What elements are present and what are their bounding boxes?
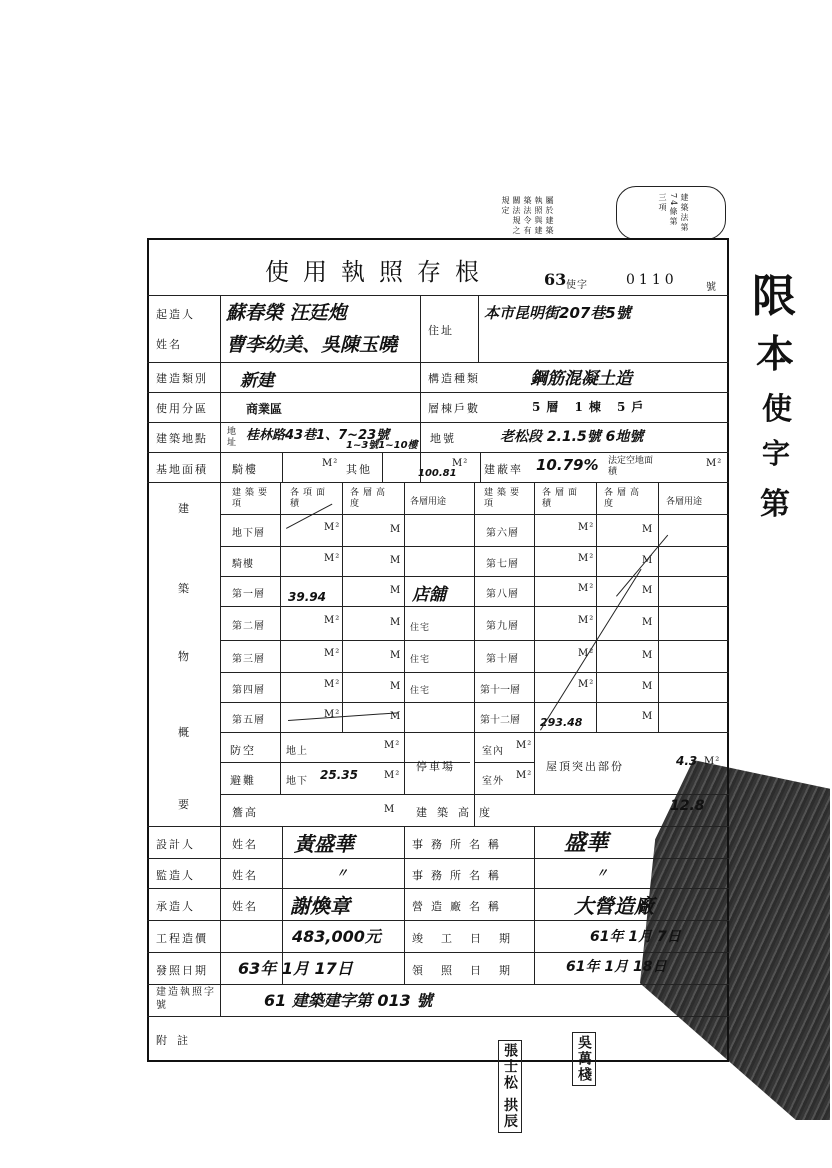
col-head-4: 各層用途 bbox=[410, 497, 447, 507]
designer-name: 黃盛華 bbox=[294, 832, 354, 856]
receive-label: 領照日期 bbox=[412, 964, 528, 977]
unit-height: M bbox=[642, 524, 654, 535]
row-right-name: 第七層 bbox=[486, 559, 519, 570]
seal-text: 建築法第74條第三項 bbox=[658, 193, 689, 233]
row-right-name: 第六層 bbox=[486, 528, 519, 539]
contractor-firm-label: 營造廠名稱 bbox=[412, 900, 507, 913]
license-char: 使字 bbox=[566, 280, 588, 291]
eaves-unit: M bbox=[384, 804, 396, 815]
form-title: 使用執照存根 bbox=[265, 258, 493, 286]
unit-height: M bbox=[390, 711, 402, 722]
row-left-name: 第二層 bbox=[232, 621, 265, 632]
col-head-8: 各層用途 bbox=[666, 497, 703, 507]
row-right-name: 第八層 bbox=[486, 589, 519, 600]
cost-value: 483,000元 bbox=[292, 927, 381, 946]
structure-label: 構造種類 bbox=[428, 372, 480, 385]
ratio-value: 10.79% bbox=[536, 456, 599, 474]
total-area: 293.48 bbox=[540, 716, 583, 729]
unit-area: M² bbox=[324, 648, 341, 659]
unit-area: M² bbox=[578, 679, 595, 690]
roof-unit: M² bbox=[704, 756, 721, 767]
margin-char-5: 第 bbox=[760, 487, 790, 522]
row-left-name: 第一層 bbox=[232, 589, 265, 600]
col-head-2: 各項面積 bbox=[290, 488, 330, 509]
site-addr-2: 1~3號1~10樓 bbox=[346, 440, 418, 451]
unit-height: M bbox=[642, 711, 654, 722]
parking-label: 停車場 bbox=[416, 760, 455, 773]
second-floor-use: 住宅 bbox=[410, 623, 431, 633]
designer-office-label: 事務所名稱 bbox=[412, 838, 507, 851]
roof-value: 4.3 bbox=[676, 754, 698, 768]
owner-name-label: 姓名 bbox=[156, 338, 182, 351]
license-number: 0110 bbox=[626, 272, 678, 288]
margin-char-1: 限 bbox=[752, 271, 796, 322]
unit-area: M² bbox=[578, 648, 595, 659]
unit-height: M bbox=[390, 617, 402, 628]
bldg-height-value: 12.8 bbox=[670, 798, 705, 814]
row-left-name: 第五層 bbox=[232, 715, 265, 726]
unit-height: M bbox=[642, 555, 654, 566]
unit-height: M bbox=[390, 585, 402, 596]
arcade-unit: M² bbox=[322, 458, 339, 469]
unit-area: M² bbox=[578, 583, 595, 594]
license-suffix: 號 bbox=[706, 282, 717, 293]
unit-area: M² bbox=[578, 615, 595, 626]
area-label: 基地面積 bbox=[156, 463, 208, 476]
unit-area: M² bbox=[324, 679, 341, 690]
category-value: 新建 bbox=[240, 371, 274, 391]
contractor-label: 承造人 bbox=[156, 900, 195, 913]
above-ground-unit: M² bbox=[384, 740, 401, 751]
lot-label: 地號 bbox=[430, 432, 456, 445]
parking-outdoor: 室外 bbox=[482, 776, 504, 787]
site-prefix: 地址 bbox=[225, 426, 235, 448]
parking-outdoor-unit: M² bbox=[516, 770, 533, 781]
row-left-name: 第四層 bbox=[232, 685, 265, 696]
owner-names-1: 蘇春榮 汪廷炮 bbox=[226, 302, 347, 324]
unit-height: M bbox=[390, 681, 402, 692]
site-addr-1: 桂林路43巷1、7~23號 bbox=[246, 428, 390, 443]
row-left-name: 第三層 bbox=[232, 654, 265, 665]
bldg-side-4: 概 bbox=[178, 726, 191, 739]
other-value: 100.81 bbox=[418, 468, 457, 479]
bldg-side-1: 建 bbox=[178, 502, 191, 515]
row-right-name: 第十一層 bbox=[480, 685, 520, 696]
row-left-name: 騎樓 bbox=[232, 559, 254, 570]
margin-char-3: 使 bbox=[762, 392, 792, 427]
col-head-5: 建築要項 bbox=[484, 488, 524, 509]
parking-indoor-unit: M² bbox=[516, 740, 533, 751]
unit-area: M² bbox=[578, 522, 595, 533]
below-ground-unit: M² bbox=[384, 770, 401, 781]
address-label: 住址 bbox=[428, 324, 454, 337]
lot-value: 老松段 2.1.5號 6地號 bbox=[500, 429, 644, 445]
bldg-side-3: 物 bbox=[178, 650, 191, 663]
side-note: 屬於建築執照與建築法令有關法規之規定 bbox=[501, 196, 554, 236]
unit-height: M bbox=[642, 617, 654, 628]
unit-height: M bbox=[642, 681, 654, 692]
floors-label: 層棟戶數 bbox=[428, 402, 480, 415]
designer-label: 設計人 bbox=[156, 838, 195, 851]
fourth-floor-use: 住宅 bbox=[410, 686, 431, 696]
stamp-1: 張士松 拱辰 bbox=[498, 1040, 522, 1133]
col-head-6: 各層面積 bbox=[542, 488, 582, 509]
completion-label: 竣工日期 bbox=[412, 932, 528, 945]
supervisor-name: 〃 bbox=[336, 866, 349, 880]
supervisor-office: 〃 bbox=[596, 866, 609, 880]
designer-name-label: 姓名 bbox=[232, 838, 258, 851]
row-right-name: 第十層 bbox=[486, 654, 519, 665]
other-label: 其他 bbox=[346, 463, 372, 476]
unit-area: M² bbox=[324, 522, 341, 533]
unit-area: M² bbox=[324, 709, 341, 720]
site-label: 建築地點 bbox=[156, 432, 208, 445]
row-right-name: 第十二層 bbox=[480, 715, 520, 726]
row-right-name: 第九層 bbox=[486, 621, 519, 632]
other-unit: M² bbox=[452, 458, 469, 469]
unit-height: M bbox=[390, 650, 402, 661]
open-space-unit: M² bbox=[706, 458, 723, 469]
first-floor-area: 39.94 bbox=[288, 590, 326, 604]
unit-height: M bbox=[390, 524, 402, 535]
bldg-height-label: 建築高度 bbox=[416, 806, 500, 819]
open-space-label: 法定空地面積 bbox=[608, 456, 654, 477]
first-floor-use: 店舖 bbox=[412, 585, 446, 605]
permit-label: 建造執照字號 bbox=[156, 987, 216, 1011]
unit-height: M bbox=[642, 585, 654, 596]
zone-value: 商業區 bbox=[246, 402, 283, 416]
category-label: 建造類別 bbox=[156, 372, 208, 385]
structure-value: 鋼筋混凝土造 bbox=[530, 369, 632, 389]
third-floor-use: 住宅 bbox=[410, 655, 431, 665]
issue-label: 發照日期 bbox=[156, 964, 208, 977]
issue-value: 63年 1月 17日 bbox=[238, 959, 353, 978]
completion-value: 61年 1月 7日 bbox=[590, 929, 681, 945]
supervisor-office-label: 事務所名稱 bbox=[412, 869, 507, 882]
unit-area: M² bbox=[324, 553, 341, 564]
permit-value: 61 建築建字第 013 號 bbox=[264, 991, 433, 1010]
margin-char-2: 本 bbox=[756, 331, 795, 376]
col-head-1: 建築要項 bbox=[232, 488, 272, 509]
contractor-name-label: 姓名 bbox=[232, 900, 258, 913]
stamp-2: 吳萬棧 bbox=[572, 1032, 596, 1086]
below-ground-value: 25.35 bbox=[320, 768, 358, 782]
parking-indoor: 室內 bbox=[482, 746, 504, 757]
cost-label: 工程造價 bbox=[156, 932, 208, 945]
arcade-label: 騎樓 bbox=[232, 463, 258, 476]
col-head-3: 各層高度 bbox=[350, 488, 390, 509]
shelter-label-2: 避難 bbox=[230, 774, 256, 787]
above-ground-label: 地上 bbox=[286, 746, 308, 757]
supervisor-name-label: 姓名 bbox=[232, 869, 258, 882]
unit-height: M bbox=[642, 650, 654, 661]
receive-value: 61年 1月 18日 bbox=[566, 959, 667, 975]
address-value: 本市昆明街207巷5號 bbox=[484, 304, 631, 322]
unit-height: M bbox=[390, 555, 402, 566]
bldg-side-2: 築 bbox=[178, 582, 191, 595]
owner-names-2: 曹李幼美、吳陳玉曉 bbox=[226, 334, 398, 356]
supervisor-label: 監造人 bbox=[156, 869, 195, 882]
designer-office: 盛華 bbox=[564, 831, 609, 856]
below-ground-label: 地下 bbox=[286, 776, 308, 787]
ratio-label: 建蔽率 bbox=[484, 463, 523, 476]
unit-area: M² bbox=[324, 615, 341, 626]
row-left-name: 地下層 bbox=[232, 528, 265, 539]
unit-area: M² bbox=[578, 553, 595, 564]
notes-label: 附註 bbox=[156, 1034, 198, 1047]
shelter-label-1: 防空 bbox=[230, 744, 256, 757]
bldg-side-5: 要 bbox=[178, 798, 191, 811]
roof-label: 屋頂突出部份 bbox=[546, 760, 624, 773]
col-head-7: 各層高度 bbox=[604, 488, 644, 509]
owner-label: 起造人 bbox=[156, 308, 195, 321]
contractor-firm: 大營造廠 bbox=[574, 894, 654, 918]
contractor-name: 謝煥章 bbox=[290, 894, 350, 918]
floors-value: 5層 1棟 5戶 bbox=[532, 400, 650, 414]
eaves-label: 簷高 bbox=[232, 806, 258, 819]
official-seal bbox=[616, 186, 726, 240]
license-prefix: 63 bbox=[544, 270, 567, 289]
margin-char-4: 字 bbox=[762, 437, 791, 470]
zone-label: 使用分區 bbox=[156, 402, 208, 415]
